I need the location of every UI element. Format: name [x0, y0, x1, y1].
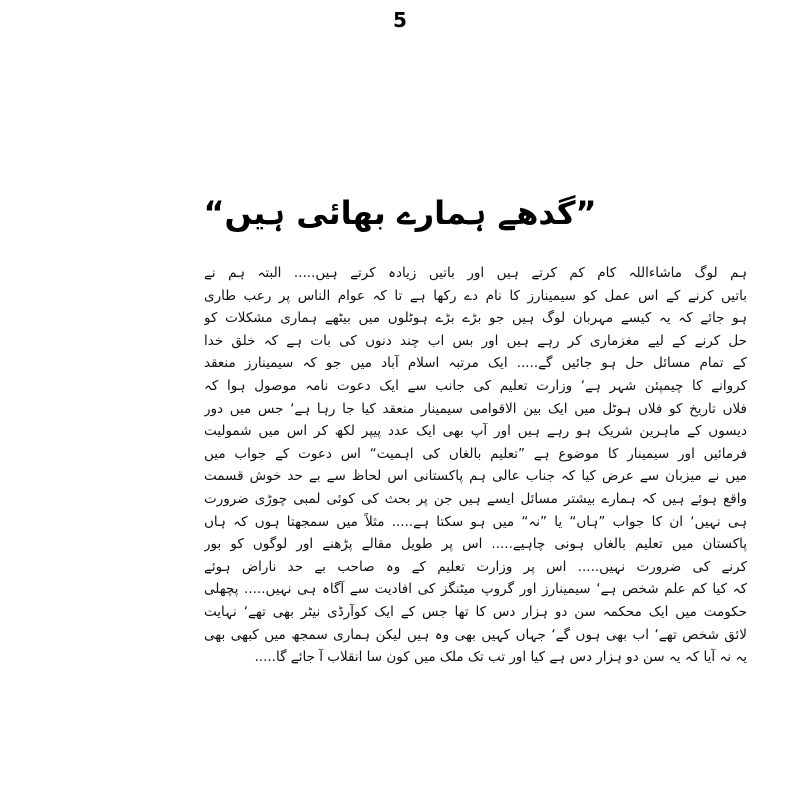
text-line: کے تمام مسائل حل ہو جائیں گے..... ایک مرتبہ اسلام آباد میں جو کہ سیمینارز منعقد [204, 355, 747, 372]
text-line: باتیں کرنے کے اس عمل کو سیمینارز کا نام دے رکھا ہے تا کہ عوام الناس پر رعب طاری [204, 287, 747, 304]
text-line: حکومت میں ایک محکمہ سن دو ہزار دس کا تھا جس کے ایک کوآرڈی نیٹر بھی تھے‘ نہایت [204, 603, 747, 620]
text-line: پاکستان میں تعلیم بالغاں ہونی چاہیے..... اس پر طویل مقالے پڑھنے اور لوگوں کو بور [204, 536, 747, 553]
page-number: 5 [393, 8, 407, 32]
body-text [204, 262, 747, 669]
text-line: حل کرنے کے لیے مغزماری کر رہے ہیں اور بس اب چند دنوں کی بات ہے کہ خلق خدا [204, 332, 747, 349]
text-line: دیسوں کے ماہرین شریک ہو رہے ہیں اور آپ بھی ایک عدد پیپر لکھ کر اس میں شمولیت [204, 423, 747, 440]
chapter-title: ”گدھے ہمارے بھائی ہیں“ [203, 194, 597, 232]
text-line: ہی نہیں‘ ان کا جواب ”ہاں“ یا ”نہ“ میں ہو سکتا ہے..... مثلاً میں سمجھتا ہوں کہ ہاں [204, 513, 747, 530]
text-line: میں نے میزبان سے عرض کیا کہ جناب عالی ہم پاکستانی اس لحاظ سے بے حد خوش قسمت [204, 468, 747, 485]
text-line: ہو جائے کہ یہ کیسے مہربان لوگ ہیں جو بڑے بڑے ہوٹلوں میں بیٹھے ہماری مشکلات کو [204, 310, 747, 327]
text-line: کروانے کا چیمپئن شہر ہے‘ وزارت تعلیم کی جانب سے ایک دعوت نامہ موصول ہوا کہ [204, 377, 747, 394]
text-line: یہ نہ آیا کہ یہ سن دو ہزار دس ہے کیا اور تب تک ملک میں کون سا انقلاب آ جائے گا..... [254, 649, 747, 666]
text-line: واقع ہوئے ہیں کہ ہمارے بیشتر مسائل ایسے ہیں جن پر بحث کی کوئی لمبی چوڑی ضرورت [204, 490, 747, 507]
text-line: ہم لوگ ماشاءاللہ کام کم کرتے ہیں اور باتیں زیادہ کرتے ہیں..... البتہ ہم نے [204, 265, 747, 281]
text-line: فلاں تاریخ کو فلاں ہوٹل میں ایک بین الاقوامی سیمینار منعقد کیا جا رہا ہے‘ جس میں دور [204, 400, 747, 417]
text-line: کرنے کی ضرورت نہیں..... اس پر وزارت تعلیم کے وہ صاحب بے حد ناراض ہوئے [204, 558, 747, 575]
text-line: کہ کیا کم علم شخص ہے‘ سیمینارز اور گروپ میٹنگز کی افادیت سے آگاہ ہی نہیں..... پچھلی [204, 581, 747, 598]
text-line: فرمائیں اور سیمینار کا موضوع ہے ”تعلیم بالغاں کی اہمیت“ اس دعوت کے جواب میں [204, 445, 747, 462]
text-line: لائق شخص تھے‘ اب بھی ہوں گے‘ جہاں کہیں بھی وہ ہیں لیکن ہماری سمجھ میں کبھی بھی [204, 626, 747, 643]
